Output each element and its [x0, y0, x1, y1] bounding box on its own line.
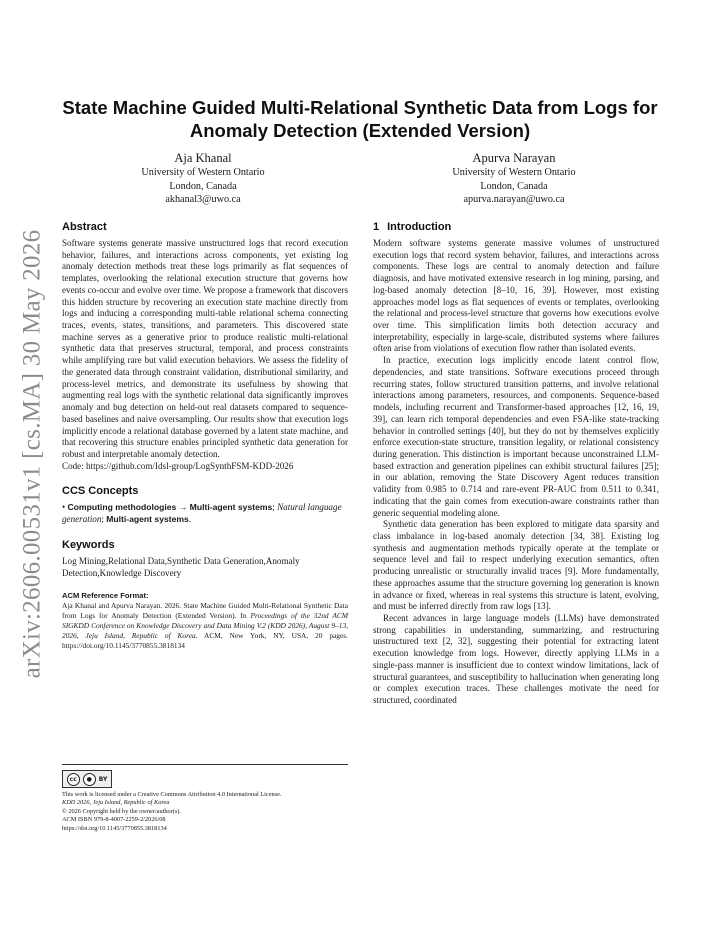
- abstract-heading: Abstract: [62, 221, 107, 233]
- keywords-section: [62, 538, 348, 579]
- author-block-1: [53, 150, 353, 207]
- left-column: [62, 220, 348, 651]
- ccs-concept-primary: Computing methodologies → Multi-agent systems: [67, 502, 273, 513]
- arxiv-identifier: arXiv:2606.00531v1 [cs.MA] 30 May 2026: [18, 229, 46, 679]
- license-statement: This work is licensed under a Creative Commons Attribution 4.0 International License.: [62, 791, 282, 798]
- author-email: apurva.narayan@uwo.ca: [463, 194, 565, 206]
- ccs-concepts-line: [62, 502, 348, 525]
- author-email: akhanal3@uwo.ca: [165, 194, 241, 206]
- author-name: Aja Khanal: [174, 151, 232, 165]
- creative-commons-badge-icon[interactable]: [62, 770, 112, 788]
- license-doi[interactable]: https://doi.org/10.1145/3770855.3818134: [62, 824, 167, 832]
- acm-reference-format: [62, 591, 348, 651]
- author-location: London, Canada: [480, 180, 548, 192]
- arxiv-identifier-stamp: [14, 229, 50, 679]
- ccs-concept-tertiary: Multi-agent systems: [106, 514, 189, 525]
- code-link[interactable]: Code: https://github.com/Idsl-group/LogSynthFSM-KDD-2026: [62, 460, 294, 471]
- acm-reference-heading: ACM Reference Format:: [62, 591, 149, 601]
- abstract-text: Software systems generate massive unstructured logs that record execution behavior, failures, and interactions across components, yet existing log anomaly detection methods treat these logs primarily as flat sequences of templates, overlooking the relational execution structure that governs how events co-occur and evolve over time. We propose a framework that discovers this hidden structure by recovering an execution state machine directly from logs and inducing a corresponding multi-table relational schema connecting traces, events, states, transitions, and parameters. This discovered state machine serves as a generative prior to produce realistic multi-relational synthetic data that preserves structural, temporal, and process constraints while amplifying rare but valid execution behaviors. We assess the fidelity of the generated data through constraint validation, distributional similarity, and process-level metrics, and demonstrate its usefulness by showing that augmenting real logs with the synthetic relational data significantly improves anomaly and bug detection on held-out real datasets compared to sequence-based baselines and naive oversampling. Our results show that execution logs implicitly encode a relational database governed by a latent state machine, and that recovering this structure enables principled synthetic data generation for robust and interpretable anomaly detection.: [62, 238, 348, 459]
- right-column: [373, 220, 659, 707]
- author-affiliation: University of Western Ontario: [141, 167, 265, 178]
- section-number: 1: [373, 221, 380, 233]
- acm-reference-publisher: ACM, New York, NY, USA, 20 pages. https://doi.org/10.1145/3770855.3818134: [62, 631, 348, 651]
- paper-title: State Machine Guided Multi-Relational Synthetic Data from Logs for Anomaly Detection (Extended Version): [62, 97, 658, 141]
- license-venue: [62, 799, 348, 807]
- author-affiliation: University of Western Ontario: [452, 167, 576, 178]
- ccs-bullet: •: [62, 502, 66, 513]
- intro-paragraph: Modern software systems generate massive volumes of unstructured execution logs that record system behavior, failures, and interactions across components. These logs are central to anomaly detection and failure diagnosis, and have motivated extensive research in log mining, parsing, and log-based anomaly detection [8–10, 16, 39]. However, most existing approaches model logs as flat sequences of events or templates, overlooking the relational and process-level structure that governs how executions evolve over time. This simplification limits both detection accuracy and interpretability, especially in large-scale, distributed systems where failures often arise from violations of execution flow rather than isolated events.: [373, 238, 659, 354]
- license-copyright: © 2026 Copyright held by the owner/author(s).: [62, 807, 181, 815]
- abstract-section: [62, 220, 348, 472]
- license-venue-text: KDD 2026, Jeju Island, Republic of Korea: [62, 799, 170, 807]
- author-block-2: [364, 150, 664, 207]
- cc-by-label: BY: [98, 775, 108, 783]
- ccs-concept-secondary: Natural language generation: [62, 502, 342, 525]
- acm-reference-text: [62, 601, 348, 651]
- ccs-separator: ;: [101, 514, 107, 525]
- acm-reference-authors: Aja Khanal and Apurva Narayan. 2026. State Machine Guided Multi-Relational Synthetic Data from Logs for Anomaly Detection (Extended Version). In: [62, 601, 348, 621]
- author-location: London, Canada: [169, 180, 237, 192]
- keywords-text: Log Mining,Relational Data,Synthetic Data Generation,Anomaly Detection,Knowledge Discovery: [62, 555, 300, 578]
- license-footer: [62, 764, 348, 833]
- intro-paragraph: Recent advances in large language models (LLMs) have demonstrated strong capabilities in understanding, summarizing, and restructuring unstructured text [2, 32], suggesting their potential for extracting latent execution knowledge from logs. However, directly applying LLMs in a single-pass manner is insufficient due to context window limitations, lack of structural guarantees, and susceptibility to hallucination when generating long or complex execution traces. These challenges motivate the need for structured, coordinated: [373, 613, 659, 706]
- ccs-separator: ;: [272, 502, 278, 513]
- ccs-heading: CCS Concepts: [62, 485, 139, 498]
- ccs-concepts-section: [62, 484, 348, 525]
- intro-paragraph: Synthetic data generation has been explored to mitigate data sparsity and class imbalance in log-based anomaly detection [34, 38]. Existing log synthesis and augmentation methods typically operate at the template or sequence level and fail to respect underlying execution semantics, often producing unrealistic or structurally invalid traces [9]. More fundamentally, these approaches assume that the structure governing log generation is known in advance or fixed, whereas in real systems this structure is latent, evolving, and must be inferred directly from raw logs [13].: [373, 519, 659, 612]
- license-isbn: ACM ISBN 979-8-4007-2259-2/2026/08: [62, 816, 166, 824]
- keywords-heading: Keywords: [62, 538, 115, 551]
- acm-reference-venue: Proceedings of the 32nd ACM SIGKDD Conference on Knowledge Discovery and Data Mining V.2 (KDD 2026), August 9–13, 2026, Jeju Island, Republic of Korea.: [62, 611, 349, 641]
- author-name: Apurva Narayan: [472, 151, 556, 165]
- section-title: Introduction: [387, 221, 452, 233]
- intro-paragraph: In practice, execution logs implicitly encode latent control flow, dependencies, and state transitions. Software executions proceed through recurring states, follow structured transition patterns, and involve relational interactions among parameters, resources, and components. Sequence-based models, including recurrent and Transformer-based approaches [12, 16, 19, 39], can learn rich temporal dependencies and even FSA-like state-tracking behavior in controlled settings [40], but they do not by themselves explicitly enforce execution-state structure, transition legality, or relational consistency during generation. This distinction is important because unconstrained LLM-based extraction and generation pipelines can exhibit structural failures [25]; in our ablation, removing the State Discovery Agent reduces transition validity from 0.985 to 0.714 and rare-event PR-AUC from 0.511 to 0.341, indicating that the gain comes from execution-aware constraints rather than generic sequential modeling alone.: [373, 355, 659, 518]
- introduction-heading: [373, 220, 659, 234]
- cc-logo-icon: cc: [67, 773, 80, 786]
- attribution-person-icon: ●: [83, 773, 96, 786]
- footer-divider: [62, 764, 348, 765]
- ccs-end: .: [188, 514, 192, 525]
